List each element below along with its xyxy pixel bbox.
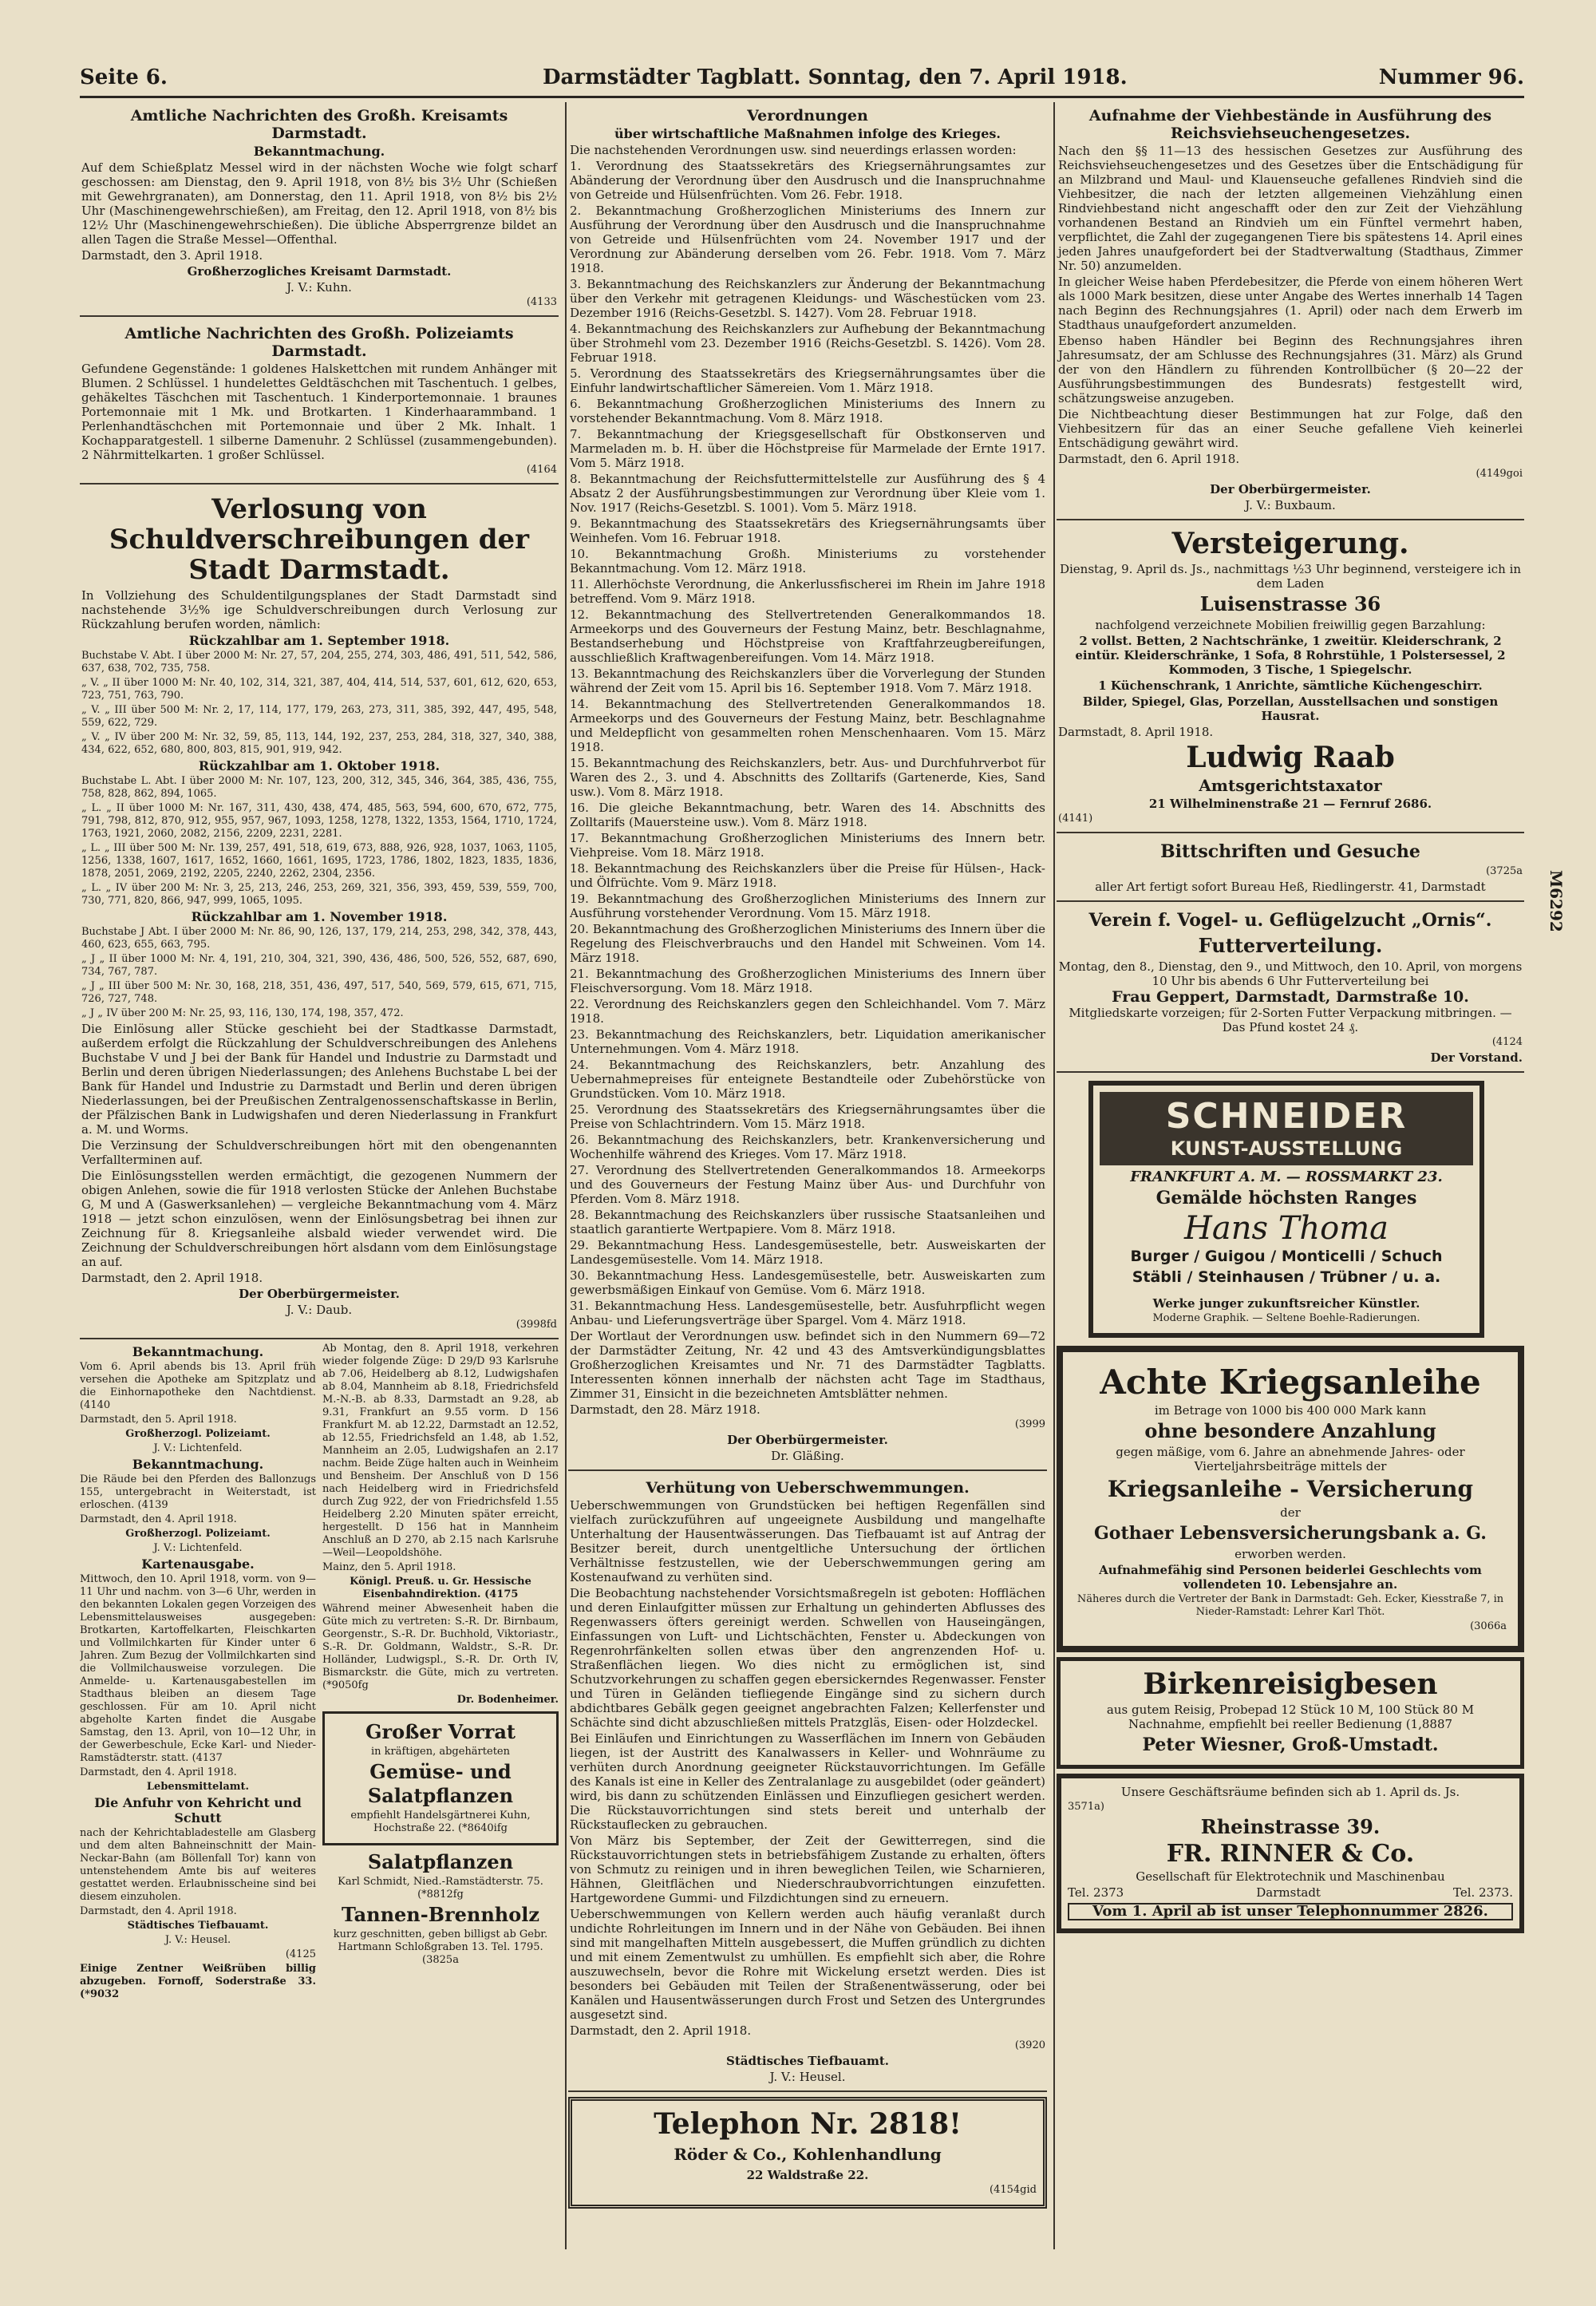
ueber-text: Die Beobachtung nachstehender Vorsichtsmaßregeln ist geboten: Hofflächen und deren Einlaufgitter müssen zur Erhaltung un gehinderten Abflusses des Regenwassers öfters gereinigt werden. Schwellen von Hauseingängen, Einfassungen von Luft- und Lichtschächten, Fenster u. Abdeckungen von Regenrohrfänkelten sollen etwas über den angrenzenden Hof- u. Straßenflächen liegen. Wo dies nicht zu ermöglichen ist, sind Schutzvorkehrungen zu schaffen gegen ebersickerndes Regenwasser. Fenster und Türen in Geländen tiefliegende Eingänge sind zu sichern durch abdichtbares Gebälk gegen geeignet angebrachten Falzen; Kellerfenster und Schächte sind dicht abzuschließen mittels Pratzgläs, Eisen- oder Holzdeckel.	[570, 1586, 1045, 1730]
bek2-sign: Großherzogl. Polizeiamt.	[125, 1528, 271, 1540]
weissrueben-ad: Einige Zentner Weißrüben billig abzugeben. Fornoff, Soderstraße 33. (*9032	[80, 1963, 316, 2000]
rinner-ad	[1057, 1774, 1524, 1933]
kriegs-title: Achte Kriegsanleihe	[1100, 1363, 1481, 1402]
telephon-ad	[568, 2097, 1047, 2209]
ueber-text: Ueberschwemmungen von Kellern werden auch häufig veranlaßt durch undichte Rohrleitungen im Innern und in der Nähe von Gebäuden. Bei ihnen sind mit mangelhaften Mitteln ausgebessert, die Muffen gründlich zu dichten und mit einem Zementwulst zu umhüllen. Es empfiehlt sich aber, die Rohre auszuwechseln, bevor die Rohre mit Wickelung ersetzt werden. Dies ist besonders bei Gebäuden mit Teilen der Straßenentwässerung, oder bei Kanälen und Hausentwässerungen durch Frost und Setzen des Untergrundes ausgesetzt sind.	[570, 1907, 1045, 2022]
verlosung-heading-okt: Rückzahlbar am 1. Oktober 1918.	[198, 758, 440, 773]
verord-signer: Dr. Gläßing.	[771, 1449, 844, 1463]
lottery-line: „ V. „ II über 1000 M: Nr. 40, 102, 314, 321, 387, 404, 414, 514, 537, 601, 612, 620, 653, 723, 751, 763, 790.	[81, 677, 557, 702]
verlosung-heading-sept: Rückzahlbar am 1. September 1918.	[188, 633, 450, 648]
side-marker: M6292	[1547, 870, 1566, 932]
verordnung-item: 22. Verordnung des Reichskanzlers gegen den Schleichhandel. Vom 7. März 1918.	[570, 997, 1045, 1026]
vieh-text: Ebenso haben Händler bei Beginn des Rechnungsjahres ihren Jahresumsatz, der am Schlusse des Rechnungsjahres (31. März) als Grund der von den Händlern zu führenden Kontrollbücher (§ 20—22 der Ausführungsbestimmungen des Bundesrats) festgestellt wird, schätzungsweise anzugeben.	[1058, 334, 1523, 405]
verordnung-item: 12. Bekanntmachung des Stellvertretenden Generalkommandos 18. Armeekorps und des Gouverneurs der Festung Mainz, betr. Beschlagnahme, Bestandserhebung und Höchstpreise von Kraftfahrzeugbereifungen, ausschließlich Kraftwagenbereifungen. Vom 14. März 1918.	[570, 607, 1045, 665]
versteig-items: 1 Küchenschrank, 1 Anrichte, sämtliche Küchengeschirr.	[1098, 678, 1483, 693]
rinner-name: FR. RINNER & Co.	[1166, 1840, 1415, 1868]
versteig-role: Amtsgerichtstaxator	[1199, 776, 1382, 795]
vorrat-ad	[322, 1711, 559, 1845]
schneider-banner	[1100, 1092, 1473, 1165]
kehricht-signer: J. V.: Heusel.	[164, 1934, 231, 1946]
versteig-name: Ludwig Raab	[1186, 741, 1395, 774]
kreisamt-date: Darmstadt, den 3. April 1918.	[81, 248, 263, 263]
verordnung-item: 30. Bekanntmachung Hess. Landesgemüsestelle, betr. Ausweiskarten zum gewerbsmäßigen Einkauf von Gemüse. Vom 6. März 1918.	[570, 1268, 1045, 1297]
verordnung-item: 21. Bekanntmachung des Großherzoglichen Ministeriums des Innern über Fleischversorgung. Vom 18. März 1918.	[570, 967, 1045, 995]
polizei-notice	[80, 320, 559, 485]
kehricht-code: (4125	[285, 1948, 316, 1960]
rinner-tel: Tel. 2373	[1068, 1885, 1124, 1900]
verordnung-item: 20. Bekanntmachung des Großherzoglichen Ministeriums des Innern über die Regelung des Fleischverbrauchs und den Handel mit Schweinen. Vom 14. März 1918.	[570, 922, 1045, 965]
ueber-text: Bei Einläufen und Einrichtungen zu Wasserflächen im Innern von Gebäuden liegen, ist der Austritt des Kanalwassers in Keller- und Wohnräume zu verhüten durch Anordnung geeigneter Rückstauvorrichtungen. Im Gefälle des Kanals ist eine in Keller des Zentralanlage zu ausgebildet (oder geändert) wird, bis dann zu schützenden Einlässen und Einzufliegen gesichert werden. Die Rückstauvorrichtungen sind stets bereit und unterhalb der Rückstauflecken zu gebrauchen.	[570, 1731, 1045, 1832]
bek1-date: Darmstadt, den 5. April 1918.	[80, 1414, 237, 1426]
schneider-title: SCHNEIDER	[1165, 1096, 1408, 1137]
verordnung-item: 31. Bekanntmachung Hess. Landesgemüsestelle, betr. Ausfuhrpflicht wegen Anbau- und Lieferungsverträge über Spargel. Vom 4. März 1918.	[570, 1299, 1045, 1327]
verlosung-text: Die Einlösung aller Stücke geschieht bei der Stadtkasse Darmstadt, außerdem erfolgt die Rückzahlung der Schuldverschreibungen des Anlehens Buchstabe V und J bei der Bank für Handel und Industrie zu Darmstadt und Berlin und deren übrigen Niederlassungen; des Anlehens Buchstabe L bei der Bank für Handel und Industrie zu Darmstadt und Berlin und deren übrigen Niederlassungen, bei der Preußischen Zentralgenossenschaftskasse in Berlin, der Pfälzischen Bank in Ludwigshafen und deren Niederlassung in Frankfurt a. M. und Worms.	[81, 1022, 557, 1137]
ueberschwemmung	[568, 1474, 1047, 2092]
schneider-ad	[1088, 1081, 1484, 1338]
verein-text2: Mitgliedskarte vorzeigen; für 2-Sorten Futter Verpackung mitbringen. — Das Pfund kostet 24 ₰.	[1069, 1006, 1512, 1034]
kriegs-title2: Kriegsanleihe - Versicherung	[1107, 1476, 1474, 1502]
verlosung-code: (3998fd	[516, 1319, 557, 1331]
verordnung-item: 28. Bekanntmachung des Reichskanzlers über russische Staatsanleihen und staatlich garantierte Wertpapiere. Vom 8. März 1918.	[570, 1208, 1045, 1236]
vorrat-sub: in kräftigen, abgehärteten	[371, 1746, 510, 1758]
ueber-code: (3920	[1014, 2039, 1045, 2051]
kehricht-text: nach der Kehrichtabladestelle am Glasberg und dem alten Bahneinschnitt der Main-Neckar-Bahn (am Böllenfall Tor) kann von untenstehendem Amte bis auf weiteres gestattet werden. Erlaubnisscheine sind bei diesem einzuholen.	[80, 1827, 316, 1903]
verordnung-item: 9. Bekanntmachung des Staatssekretärs des Kriegsernährungsamts über Weinhefen. Vom 16. Februar 1918.	[570, 516, 1045, 545]
verlosung-notice	[80, 488, 559, 1339]
rinner-city: Darmstadt	[1256, 1885, 1321, 1900]
versteig-addr: 21 Wilhelminenstraße 21 — Fernruf 2686.	[1148, 797, 1432, 811]
salat-text: Karl Schmidt, Nied.-Ramstädterstr. 75. (*8812fg	[338, 1876, 543, 1901]
rinner-tel-row	[1068, 1885, 1513, 1900]
verlosung-sign: Der Oberbürgermeister.	[239, 1287, 400, 1301]
verordnung-item: 26. Bekanntmachung des Reichskanzlers, betr. Krankenversicherung und Wochenhilfe während des Krieges. Vom 17. März 1918.	[570, 1133, 1045, 1161]
versteig-items: 2 vollst. Betten, 2 Nachtschränke, 1 zweitür. Kleiderschrank, 2 eintür. Kleiderschränke, 1 Sofa, 8 Rohrstühle, 1 Polstersessel, 2 Kommoden, 3 Tische, 1 Spiegelschr.	[1075, 634, 1506, 677]
verlosung-date: Darmstadt, den 2. April 1918.	[81, 1271, 263, 1285]
ueber-date: Darmstadt, den 2. April 1918.	[570, 2023, 752, 2038]
versteig-items: Bilder, Spiegel, Glas, Porzellan, Ausstellsachen und sonstigen Hausrat.	[1082, 694, 1499, 723]
telephon-code: (4154gid	[990, 2184, 1037, 2196]
zug-sign: Königl. Preuß. u. Gr. Hessische Eisenbahndirektion. (4175	[350, 1576, 531, 1600]
bek1-sign: Großherzogl. Polizeiamt.	[125, 1428, 271, 1440]
schneider-subtitle: KUNST-AUSSTELLUNG	[1170, 1137, 1403, 1160]
verord-subtitle: über wirtschaftliche Maßnahmen infolge des Krieges.	[614, 126, 1001, 141]
karten-title: Kartenausgabe.	[141, 1556, 255, 1572]
verordnung-item: 5. Verordnung des Staatssekretärs des Kriegsernährungsamtes über die Einfuhr landwirtschaftlicher Sämereien. Vom 1. März 1918.	[570, 366, 1045, 395]
verordnung-item: 16. Die gleiche Bekanntmachung, betr. Waren des 14. Abschnitts des Zolltarifs (Mauersteine usw.). Vom 8. März 1918.	[570, 801, 1045, 829]
column-right	[1057, 102, 1524, 2249]
arzt-sign: Dr. Bodenheimer.	[456, 1694, 559, 1706]
verordnung-item: 18. Bekanntmachung des Reichskanzlers über die Preise für Hülsen-, Hack- und Ölfrüchte. Vom 9. März 1918.	[570, 861, 1045, 890]
kehricht-title: Die Anfuhr von Kehricht und Schutt	[94, 1795, 302, 1825]
lottery-line: „ L. „ II über 1000 M: Nr. 167, 311, 430, 438, 474, 485, 563, 594, 600, 670, 672, 775, 791, 798, 812, 870, 912, 955, 957, 967, 1093, 1258, 1278, 1322, 1353, 1564, 1710, 1724, 1763, 1921, 2060, 2082, 2156, 2209, 2231, 2281.	[81, 802, 557, 840]
rinner-newtel: Vom 1. April ab ist unser Telephonnummer 2826.	[1068, 1903, 1513, 1920]
kreisamt-text: Auf dem Schießplatz Messel wird in der nächsten Woche wie folgt scharf geschossen: am Dienstag, den 9. April 1918, von 8½ bis 3½ Uhr (Schießen mit Gewehrgranaten), am Donnerstag, den 11. April 1918, von 8½ bis 2½ Uhr (Maschinengewehrschießen), am Freitag, den 12. April 1918, von 8½ bis 12½ Uhr (Maschinengewehrschießen). Die übliche Absperrgrenze bildet an allen Tagen die Straße Messel—Offenthal.	[81, 160, 557, 247]
kreisamt-sign: Großherzogliches Kreisamt Darmstadt.	[187, 264, 452, 279]
kehricht-date: Darmstadt, den 4. April 1918.	[80, 1905, 237, 1917]
kriegs-line: Näheres durch die Vertreter der Bank in Darmstadt: Geh. Ecker, Kiesstraße 7, in Nieder-Ramstadt: Lehrer Karl Thöt.	[1077, 1593, 1504, 1618]
verordnung-item: 3. Bekanntmachung des Reichskanzlers zur Änderung der Bekanntmachung über den Verkehr mit getragenen Kleidungs- und Wäschestücken vom 23. Dezember 1916 (Reichs-Gesetzbl. S. 1427). Vom 28. Februar 1918.	[570, 277, 1045, 320]
versteig-title: Versteigerung.	[1171, 527, 1409, 560]
bittschriften-ad	[1057, 837, 1524, 902]
zug-notice: Ab Montag, den 8. April 1918, verkehren wieder folgende Züge: D 29/D 93 Karlsruhe ab 7.06, Heidelberg ab 8.12, Ludwigshafen ab 8.04, Mannheim ab 8.18, Friedrichsfeld M.-N.-B. ab 8.33, Darmstadt an 9.28, ab 9.31, Frankfurt an 9.55 vorm. D 156 Frankfurt M. ab 12.22, Darmstadt an 12.52, ab 12.55, Friedrichsfeld an 1.48, ab 1.52, Mannheim an 2.05, Ludwigshafen an 2.17 nachm. Beide Züge halten auch in Weinheim und Bensheim. Der Anschluß von D 156 nach Heidelberg wird in Friedrichsfeld durch Zug 922, der von Friedrichsfeld 1.55 Heidelberg 2.20 Minuten später erreicht, hergestellt. D 156 hat in Mannheim Anschluß an D 270, ab 2.15 nach Karlsruhe—Weil—Leopoldshöhe.	[322, 1343, 559, 1559]
verordnung-item: 23. Bekanntmachung des Reichskanzlers, betr. Liquidation amerikanischer Unternehmungen. Vom 4. März 1918.	[570, 1027, 1045, 1056]
verordnung-item: 15. Bekanntmachung des Reichskanzlers, betr. Aus- und Durchfuhrverbot für Waren des 2., 3. und 4. Abschnitts des Zolltarifs (Gartenerde, Kies, Sand usw.). Vom 8. März 1918.	[570, 756, 1045, 799]
versteig-code: (4141)	[1058, 813, 1093, 825]
verordnung-item: 8. Bekanntmachung der Reichsfuttermittelstelle zur Ausführung des § 4 Absatz 2 der Ausführungsbestimmungen zur Verordnung über Kleie vom 1. Nov. 1917 (Reichs-Gesetzbl. S. 1001). Vom 5. März 1918.	[570, 472, 1045, 515]
salat-title: Salatpflanzen	[367, 1850, 514, 1873]
issue-number: Nummer 96.	[1378, 65, 1524, 89]
verord-text: Der Wortlaut der Verordnungen usw. befindet sich in den Nummern 69—72 der Darmstädter Zeitung, Nr. 42 und 43 des Amtsverkündigungsblattes Großherzoglichen Kreisamtes und Nr. 71 des Darmstädter Tagblatts. Interessenten können innerhalb der nächsten acht Tage im Stadthaus, Zimmer 31, Einsicht in die bezeichneten Amtsblätter nehmen.	[570, 1329, 1045, 1401]
ueber-title: Verhütung von Ueberschwemmungen.	[646, 1479, 970, 1497]
verordnung-item: 7. Bekanntmachung der Kriegsgesellschaft für Obstkonserven und Marmeladen m. b. H. über die Höchstpreise für Marmelade der Ernte 1917. Vom 5. März 1918.	[570, 427, 1045, 470]
bek2-signer: J. V.: Lichtenfeld.	[153, 1542, 243, 1554]
verordnung-item: 14. Bekanntmachung des Stellvertretenden Generalkommandos 18. Armeekorps und des Gouverneurs der Festung Mainz, betr. Beschlagnahme und Meldepflicht von gesammelten rohen Menschenhaaren. Vom 15. März 1918.	[570, 697, 1045, 754]
telephon-addr: 22 Waldstraße 22.	[746, 2168, 869, 2182]
karten-text: Mittwoch, den 10. April 1918, vorm. von 9—11 Uhr und nachm. von 3—6 Uhr, werden in den bekannten Lokalen gegen Vorzeigen des Lebensmittelausweises ausgegeben: Brotkarten, Kartoffelkarten, Fleischkarten und Vollmilchkarten für Kinder unter 6 Jahren. Zum Bezug der Vollmilchkarten sind die Vollmilchausweise vorzulegen. Die Anmelde- u. Kartenausgabestellen im Stadthaus bleiben an diesem Tage geschlossen. Für am 10. April nicht abgeholte Karten findet die Ausgabe Samstag, den 13. April, von 10—12 Uhr, in der Gewerbeschule, Ecke Karl- und Nieder-Ramstädterstr. statt. (4137	[80, 1573, 316, 1764]
verord-date: Darmstadt, den 28. März 1918.	[570, 1402, 760, 1417]
kreisamt-subtitle: Bekanntmachung.	[253, 144, 385, 159]
lottery-line: „ J „ III über 500 M: Nr. 30, 168, 218, 351, 436, 497, 517, 540, 569, 579, 615, 671, 715, 726, 727, 748.	[81, 980, 557, 1005]
small-notices	[80, 1343, 559, 2003]
bek1-signer: J. V.: Lichtenfeld.	[153, 1442, 243, 1454]
vieh-title: Aufnahme der Viehbestände in Ausführung des Reichsviehseuchengesetzes.	[1088, 107, 1492, 142]
zug-date: Mainz, den 5. April 1918.	[322, 1561, 456, 1573]
schneider-line1: Gemälde höchsten Ranges	[1156, 1188, 1417, 1208]
page-header	[80, 62, 1524, 98]
column-middle	[568, 102, 1055, 2249]
rinner-code: 3571a)	[1068, 1801, 1104, 1813]
column-left	[80, 102, 567, 2249]
ueber-sign: Städtisches Tiefbauamt.	[725, 2054, 889, 2068]
verein-code: (4124	[1491, 1036, 1523, 1048]
verordnung-item: 25. Verordnung des Staatssekretärs des Kriegsernährungsamtes über die Preise von Schlachtrindern. Vom 15. März 1918.	[570, 1102, 1045, 1131]
vieh-code: (4149goi	[1476, 468, 1523, 480]
kriegs-line: gegen mäßige, vom 6. Jahre an abnehmende Jahres- oder Vierteljahrsbeiträge mittels der	[1116, 1445, 1465, 1473]
verordnung-item: 6. Bekanntmachung Großherzoglichen Ministeriums des Innern zu vorstehender Bekanntmachung. Vom 8. März 1918.	[570, 397, 1045, 425]
versteigerung-ad	[1057, 524, 1524, 833]
lottery-line: Buchstabe J Abt. I über 2000 M: Nr. 86, 90, 126, 137, 179, 214, 253, 298, 342, 378, 443, 460, 623, 655, 663, 795.	[81, 926, 557, 951]
masthead: Darmstädter Tagblatt. Sonntag, den 7. April 1918.	[543, 65, 1128, 89]
lottery-line: „ L. „ IV über 200 M: Nr. 3, 25, 213, 246, 253, 269, 321, 356, 393, 459, 539, 559, 700, 730, 771, 820, 866, 947, 999, 1065, 1095.	[81, 882, 557, 907]
ueber-signer: J. V.: Heusel.	[769, 2070, 846, 2084]
kehricht-sign: Städtisches Tiefbauamt.	[127, 1920, 269, 1932]
verlosung-text: Die Verzinsung der Schuldverschreibungen hört mit den obengenannten Verfallterminen auf.	[81, 1138, 557, 1167]
verein-sub: Futterverteilung.	[1198, 934, 1383, 957]
birken-name: Peter Wiesner, Groß-Umstadt.	[1142, 1734, 1439, 1755]
kreisamt-title: Amtliche Nachrichten des Großh. Kreisamts Darmstadt.	[130, 107, 508, 142]
kreisamt-signer: J. V.: Kuhn.	[286, 280, 352, 295]
bek1-title: Bekanntmachung.	[132, 1344, 264, 1359]
lottery-line: Buchstabe L. Abt. I über 2000 M: Nr. 107, 123, 200, 312, 345, 346, 364, 385, 436, 755, 758, 828, 862, 894, 1065.	[81, 775, 557, 800]
bek1-text: Vom 6. April abends bis 13. April früh versehen die Apotheke am Spitzplatz und die Einhornapotheke den Nachtdienst. (4140	[80, 1361, 316, 1411]
bitt-text: aller Art fertigt sofort Bureau Heß, Riedlingerstr. 41, Darmstadt	[1095, 880, 1486, 894]
kriegs-line: erworben werden.	[1235, 1547, 1346, 1561]
kreisamt-code: (4133	[526, 296, 557, 308]
verord-title: Verordnungen	[747, 107, 868, 125]
bek2-text: Die Räude bei den Pferden des Ballonzugs 155, untergebracht in Weiterstadt, ist erloschen. (4139	[80, 1473, 316, 1511]
verein-ad	[1057, 905, 1524, 1073]
verordnung-item: 19. Bekanntmachung des Großherzoglichen Ministeriums des Innern zur Ausführung vorstehender Verordnung. Vom 15. März 1918.	[570, 892, 1045, 920]
verordnung-item: 10. Bekanntmachung Großh. Ministeriums zu vorstehender Bekanntmachung. Vom 12. März 1918.	[570, 547, 1045, 576]
ueber-text: Ueberschwemmungen von Grundstücken bei heftigen Regenfällen sind vielfach zurückzuführen auf ungeeignete Ausbildung und mangelhafte Unterhaltung der Hausentwässerungen. Das Tiefbauamt ist auf Antrag der Besitzer bereit, durch unentgeltliche Untersuchung der örtlichen Verhältnisse festzustellen, wie der Ueberschwemmungen gering am Kostenaufwand zu verhüten sind.	[570, 1498, 1045, 1584]
rinner-line: Unsere Geschäftsräume befinden sich ab 1. April ds. Js.	[1120, 1785, 1460, 1799]
bek2-date: Darmstadt, den 4. April 1918.	[80, 1513, 237, 1525]
verordnung-item: 13. Bekanntmachung des Reichskanzlers über die Vorverlegung der Stunden während der Zeit vom 15. April bis 16. September 1918. Vom 7. März 1918.	[570, 666, 1045, 695]
rinner-line: Gesellschaft für Elektrotechnik und Maschinenbau	[1136, 1869, 1445, 1884]
kriegs-code: (3066a	[1470, 1620, 1507, 1632]
polizei-code: (4164	[526, 464, 557, 476]
vorrat-big: Gemüse- und Salatpflanzen	[367, 1760, 514, 1807]
lottery-line: „ J „ IV über 200 M: Nr. 25, 93, 116, 130, 174, 198, 357, 472.	[81, 1007, 404, 1019]
versteig-street: Luisenstrasse 36	[1199, 592, 1381, 615]
verordnung-item: 17. Bekanntmachung Großherzoglichen Ministeriums des Innern betr. Viehpreise. Vom 18. März 1918.	[570, 831, 1045, 860]
verordnung-item: 27. Verordnung des Stellvertretenden Generalkommandos 18. Armeekorps und des Gouverneurs der Festung Mainz über Aus- und Durchfuhr von Pferden. Vom 8. März 1918.	[570, 1163, 1045, 1206]
verord-intro: Die nachstehenden Verordnungen usw. sind neuerdings erlassen worden:	[570, 143, 1017, 157]
vorrat-title: Großer Vorrat	[365, 1720, 516, 1743]
telephon-title: Telephon Nr. 2818!	[654, 2107, 962, 2141]
vieh-text: In gleicher Weise haben Pferdebesitzer, die Pferde von einem höheren Wert als 1000 Mark besitzen, diese unter Angabe des Wertes innerhalb 14 Tagen nach Beginn des Rechnungsjahres (1. April) oder nach dem Erwerb im Stadthaus unaufgefordert anzumelden.	[1058, 275, 1523, 332]
schneider-names: Stäbli / Steinhausen / Trübner / u. a.	[1132, 1268, 1441, 1286]
verein-name: Frau Geppert, Darmstadt, Darmstraße 10.	[1112, 988, 1469, 1006]
rinner-street: Rheinstrasse 39.	[1200, 1815, 1381, 1838]
verord-sign: Der Oberbürgermeister.	[727, 1433, 888, 1447]
schneider-line3: Moderne Graphik. — Seltene Boehle-Radierungen.	[1152, 1312, 1420, 1324]
arzt-notice: Während meiner Abwesenheit haben die Güte mich zu vertreten: S.-R. Dr. Birnbaum, Georgenstr., S.-R. Dr. Buchhold, Viktoriastr., S.-R. Dr. Goldmann, Waldstr., S.-R. Dr. Holländer, Ludwigspl., S.-R. Dr. Orth IV, Bismarckstr. die Güte, mich zu vertreten. (*9050fg	[322, 1603, 559, 1691]
lottery-line: „ V. „ IV über 200 M: Nr. 32, 59, 85, 113, 144, 192, 237, 253, 284, 318, 327, 340, 388, 434, 622, 652, 680, 800, 803, 815, 901, 919, 942.	[81, 731, 557, 756]
verordnung-item: 29. Bekanntmachung Hess. Landesgemüsestelle, betr. Ausweiskarten der Landesgemüsestelle. Vom 14. März 1918.	[570, 1238, 1045, 1267]
karten-date: Darmstadt, den 4. April 1918.	[80, 1766, 237, 1778]
schneider-line2: Werke junger zukunftsreicher Künstler.	[1152, 1296, 1420, 1311]
verlosung-text: Die Einlösungsstellen werden ermächtigt, die gezogenen Nummern der obigen Anlehen, sowie die für 1918 verlosten Stücke der Anlehen Buchstabe G, M und A (Gaswerksanlehen) — vergleiche Bekanntmachung vom 4. März 1918 — jetzt schon einzulösen, wenn der Einlösungsbetrag bei ihnen zur Zeichnung für 8. Kriegsanleihe alsbald wieder verwendet wird. Die Zeichnung der Schuldverschreibungen hört alsdann vom dem Einlösungstage an auf.	[81, 1169, 557, 1269]
verordnungen	[568, 102, 1047, 1471]
bek2-title: Bekanntmachung.	[132, 1457, 264, 1472]
kriegs-line: Aufnahmefähig sind Personen beiderlei Geschlechts vom vollendeten 10. Lebensjahre an.	[1099, 1563, 1482, 1592]
verlosung-title: Verlosung von Schuldverschreibungen der Stadt Darmstadt.	[109, 493, 530, 586]
versteig-text: Dienstag, 9. April ds. Js., nachmittags ½3 Uhr beginnend, versteigere ich in dem Laden	[1059, 562, 1522, 591]
verordnung-item: 1. Verordnung des Staatssekretärs des Kriegsernährungsamtes zur Abänderung der Verordnung über den Ausdrusch und die Inanspruchnahme von Getreide und Hülsenfrüchten. Vom 26. Febr. 1918.	[570, 159, 1045, 202]
vieh-text: Nach den §§ 11—13 des hessischen Gesetzes zur Ausführung des Reichsviehseuchengesetzes und des Gesetzes über die Entschädigung für an Milzbrand und Maul- und Klauenseuche gefallenes Rindvieh sind die Viehbesitzer, die nach der letzten allgemeinen Viehzählung einen Rindviehbestand nicht angeschafft oder den zur Zeit der Viehzählung vorhandenen Bestand an Rindvieh um ein Fünftel vermehrt haben, verpflichtet, die Zahl der zugegangenen Tiere bis spätestens 14. April eines jeden Jahres unaufgefordert bei der Stadtverwaltung (Stadthaus, Zimmer Nr. 50) anzumelden.	[1058, 144, 1523, 273]
schneider-names: Burger / Guigou / Monticelli / Schuch	[1130, 1248, 1443, 1265]
verein-title: Verein f. Vogel- u. Geflügelzucht „Ornis“.	[1088, 910, 1492, 931]
kriegs-bank: Gothaer Lebensversicherungsbank a. G.	[1094, 1523, 1487, 1544]
ueber-text: Von März bis September, der Zeit der Gewitterregen, sind die Rückstauvorrichtungen stets in betriebsfähigem Zustande zu erhalten, öfters von Schmutz zu reinigen und in ihren beweglichen Teilen, wie Scharnieren, Hähnen, Gleitflächen und Niederschraubvorrichtungen einzufetten. Hartgewordene Gummi- und Filzdichtungen sind zu erneuern.	[570, 1833, 1045, 1905]
bitt-code: (3725a	[1486, 865, 1523, 877]
page-number: Seite 6.	[80, 65, 168, 89]
schneider-loc: FRANKFURT A. M. — ROSSMARKT 23.	[1130, 1169, 1443, 1185]
tannen-text: kurz geschnitten, geben billigst ab Gebr. Hartmann Schloßgraben 13. Tel. 1795. (3825a	[333, 1928, 548, 1966]
verord-list	[570, 159, 1045, 1327]
birken-title: Birkenreisigbesen	[1143, 1667, 1438, 1701]
vorrat-text: empfiehlt Handelsgärtnerei Kuhn, Hochstraße 22. (*8640ifg	[350, 1810, 531, 1834]
karten-sign: Lebensmittelamt.	[146, 1781, 250, 1793]
vieh-signer: J. V.: Buxbaum.	[1245, 498, 1336, 512]
rinner-tel: Tel. 2373.	[1453, 1885, 1513, 1900]
kriegs-line: im Betrage von 1000 bis 400 000 Mark kann	[1154, 1403, 1427, 1418]
tannen-title: Tannen-Brennholz	[342, 1903, 539, 1926]
verlosung-signer: J. V.: Daub.	[286, 1303, 353, 1317]
verordnung-item: 2. Bekanntmachung Großherzoglichen Ministeriums des Innern zur Ausführung der Verordnung über den Ausdrusch und die Inanspruchnahme von Getreide und Hülsenfrüchten vom 24. November 1917 und der Verordnung zur Abänderung derselben vom 26. Febr. 1918. Vom 7. März 1918.	[570, 204, 1045, 275]
polizei-text: Gefundene Gegenstände: 1 goldenes Halskettchen mit rundem Anhänger mit Blumen. 2 Schlüssel. 1 hundelettes Geldtäschchen mit Taschentuch. 1 gelbes, gehäkeltes Täschchen mit Taschentuch. 1 Kinderportemonnaie. 1 braunes Portemonnaie mit 1 Mk. und Brotkarten. 1 Kinderhaarammband. 1 Perlenhandtäschchen mit Portemonnaie und über 2 Mk. Inhalt. 1 Kochapparatgestell. 1 silberne Damenuhr. 2 Schlüssel (zusammengebunden). 2 Nährmittelkarten. 1 großer Schlüssel.	[81, 362, 557, 462]
telephon-line: Röder & Co., Kohlenhandlung	[674, 2145, 942, 2164]
birken-ad	[1057, 1657, 1524, 1769]
verlosung-intro: In Vollziehung des Schuldentilgungsplanes der Stadt Darmstadt sind nachstehende 3½% ige Schuldverschreibungen durch Verlosung zur Rückzahlung berufen worden, nämlich:	[81, 588, 557, 631]
kriegs-line: ohne besondere Anzahlung	[1144, 1419, 1436, 1442]
verordnung-item: 11. Allerhöchste Verordnung, die Ankerlussfischerei im Rhein im Jahre 1918 betreffend. Vom 9. März 1918.	[570, 577, 1045, 606]
lottery-line: Buchstabe V. Abt. I über 2000 M: Nr. 27, 57, 204, 255, 274, 303, 486, 491, 511, 542, 586, 637, 638, 702, 735, 758.	[81, 650, 557, 674]
vieh-notice	[1057, 102, 1524, 520]
polizei-title: Amtliche Nachrichten des Großh. Polizeiamts Darmstadt.	[124, 325, 514, 360]
thoma-signature: Hans Thoma	[1183, 1210, 1389, 1247]
birken-text: aus gutem Reisig, Probepad 12 Stück 10 M, 100 Stück 80 M Nachnahme, empfiehlt bei reeller Bedienung (1,8887	[1106, 1703, 1475, 1731]
kreisamt-notice	[80, 102, 559, 317]
versteig-date: Darmstadt, 8. April 1918.	[1058, 725, 1214, 739]
vieh-text: Die Nichtbeachtung dieser Bestimmungen hat zur Folge, daß den Viehbesitzern für das an einer Seuche gefallene Vieh keinerlei Entschädigung gewährt wird.	[1058, 407, 1523, 450]
verordnung-item: 24. Bekanntmachung des Reichskanzlers, betr. Anzahlung des Uebernahmepreises für enteignete Bestandteile oder Zubehörstücke von Grundstücken. Vom 10. März 1918.	[570, 1058, 1045, 1101]
verord-code: (3999	[1014, 1418, 1045, 1430]
vieh-date: Darmstadt, den 6. April 1918.	[1058, 452, 1240, 466]
vieh-sign: Der Oberbürgermeister.	[1210, 482, 1371, 496]
verein-sign: Der Vorstand.	[1430, 1050, 1523, 1065]
lottery-line: „ L. „ III über 500 M: Nr. 139, 257, 491, 518, 619, 673, 888, 926, 928, 1037, 1063, 1105, 1256, 1338, 1607, 1617, 1652, 1660, 1661, 1695, 1723, 1786, 1802, 1823, 1835, 1836, 1878, 2051, 2069, 2192, 2205, 2240, 2262, 2304, 2356.	[81, 842, 557, 880]
verlosung-heading-nov: Rückzahlbar am 1. November 1918.	[191, 909, 448, 924]
kriegsanleihe-ad	[1057, 1346, 1524, 1652]
lottery-line: „ J „ II über 1000 M: Nr. 4, 191, 210, 304, 321, 390, 436, 486, 500, 526, 552, 687, 690, 734, 767, 787.	[81, 953, 557, 978]
lottery-line: „ V. „ III über 500 M: Nr. 2, 17, 114, 177, 179, 263, 273, 311, 385, 392, 447, 495, 548, 559, 622, 729.	[81, 704, 557, 729]
versteig-text: nachfolgend verzeichnete Mobilien freiwillig gegen Barzahlung:	[1095, 618, 1486, 632]
verein-text: Montag, den 8., Dienstag, den 9., und Mittwoch, den 10. April, von morgens 10 Uhr bis abends 6 Uhr Futterverteilung bei	[1058, 959, 1523, 988]
bitt-title: Bittschriften und Gesuche	[1160, 841, 1420, 862]
kriegs-line: der	[1280, 1505, 1301, 1520]
verordnung-item: 4. Bekanntmachung des Reichskanzlers zur Aufhebung der Bekanntmachung über Strohmehl vom 23. Dezember 1916 (Reichs-Gesetzbl. S. 1426). Vom 28. Februar 1918.	[570, 322, 1045, 365]
